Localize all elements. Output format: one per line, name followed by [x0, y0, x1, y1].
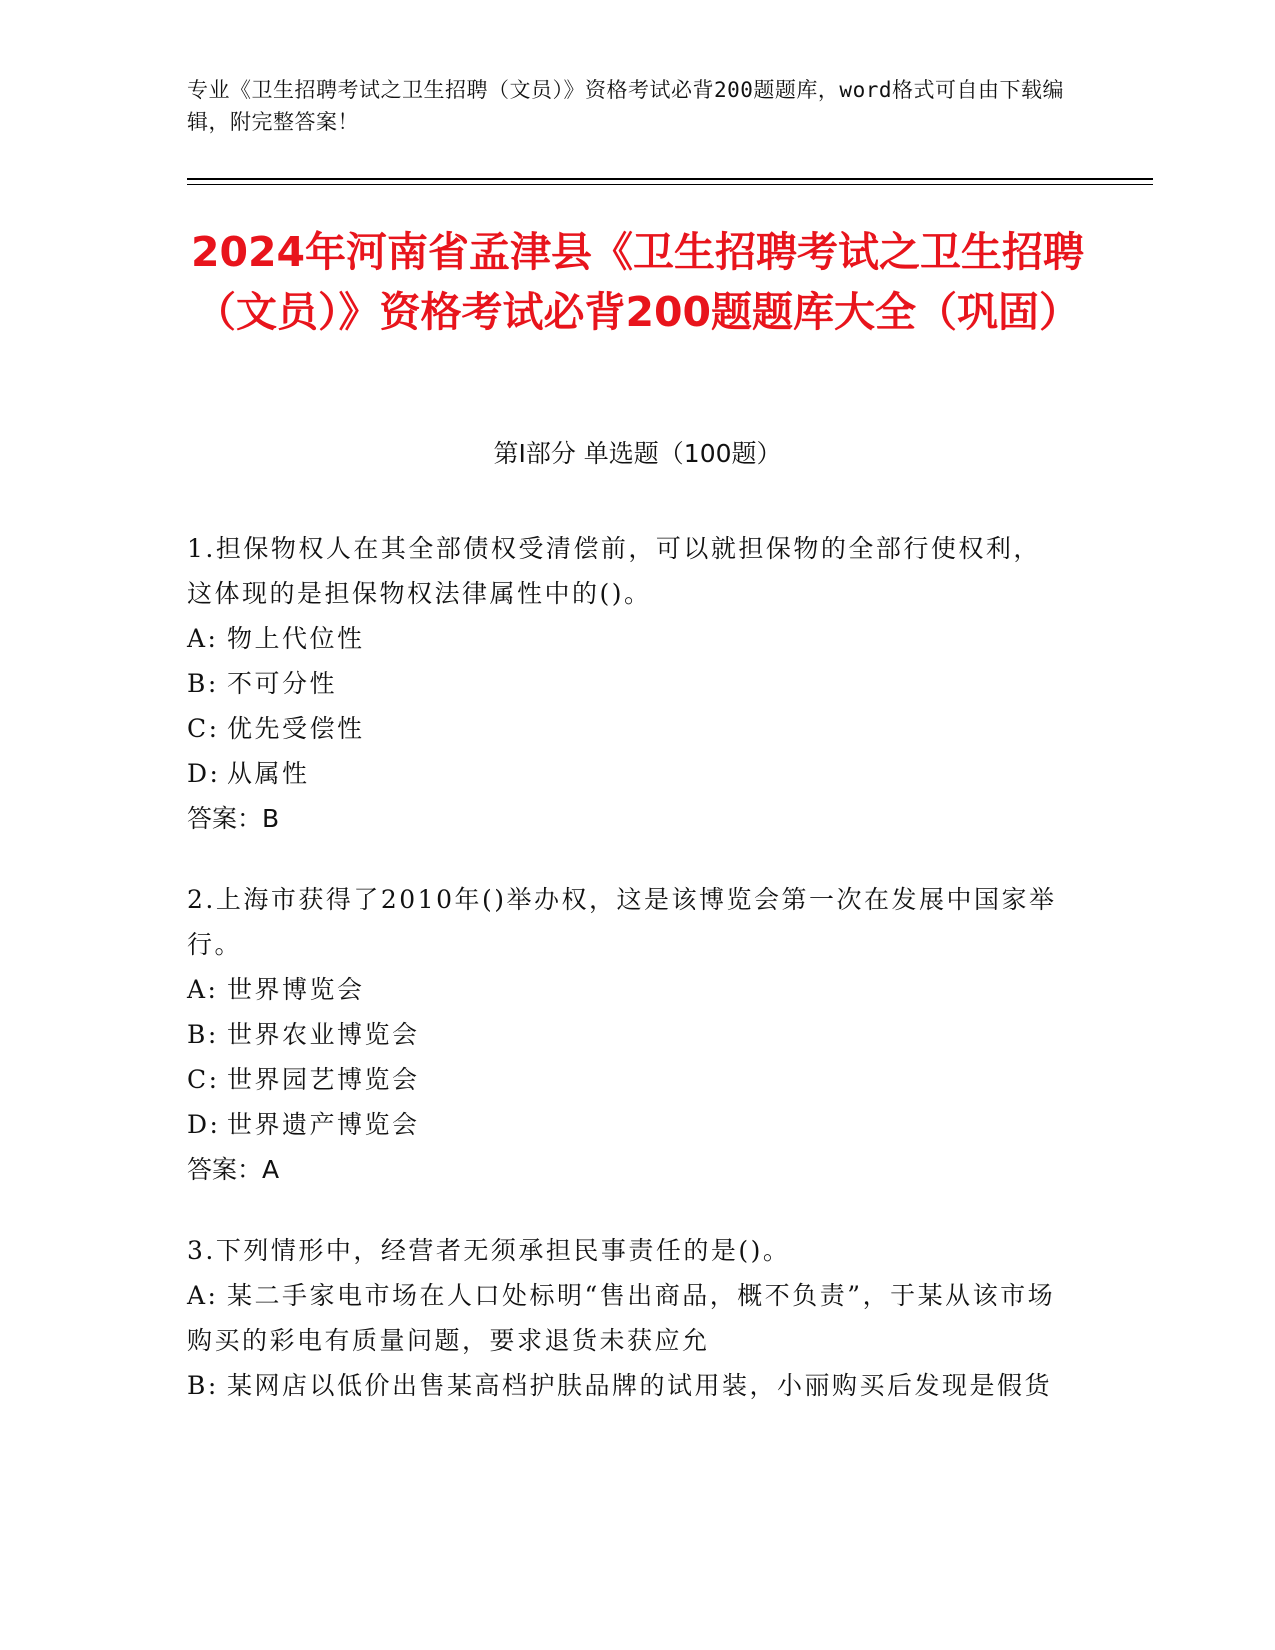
option-c: [187, 706, 1067, 751]
option-letter: C:: [187, 714, 220, 743]
document-title: 2024年河南省孟津县《卫生招聘考试之卫生招聘（文员）》资格考试必背200题题库大全（巩固）: [190, 228, 1085, 336]
option-text: 世界博览会: [227, 975, 365, 1004]
option-letter: A:: [187, 624, 219, 653]
question-stem: 1.担保物权人在其全部债权受清偿前，可以就担保物的全部行使权利，这体现的是担保物权法律属性中的()。: [187, 534, 1041, 608]
option-b: [187, 1363, 1067, 1408]
option-text: 物上代位性: [227, 624, 365, 653]
option-letter: D:: [187, 759, 221, 788]
question-stem: 3.下列情形中，经营者无须承担民事责任的是()。: [187, 1236, 791, 1265]
option-letter: B:: [187, 1020, 219, 1049]
option-letter: A:: [187, 975, 219, 1004]
option-text: 从属性: [227, 759, 310, 788]
question-1: [187, 526, 1067, 841]
option-b: [187, 1012, 1067, 1057]
option-letter: B:: [187, 669, 219, 698]
question-2: [187, 877, 1067, 1192]
option-text: 世界农业博览会: [227, 1020, 420, 1049]
option-d: [187, 751, 1067, 796]
option-letter: A:: [187, 1281, 219, 1310]
answer: 答案：A: [187, 1155, 280, 1184]
option-text: 优先受偿性: [227, 714, 365, 743]
option-b: [187, 661, 1067, 706]
option-letter: C:: [187, 1065, 220, 1094]
question-3: [187, 1228, 1067, 1408]
option-text: 不可分性: [227, 669, 338, 698]
section-title: 第Ⅰ部分 单选题（100题）: [493, 439, 782, 468]
option-text: 某二手家电市场在人口处标明“售出商品，概不负责”，于某从该市场购买的彩电有质量问题，要求退货未获应允: [187, 1281, 1056, 1355]
answer: 答案：B: [187, 804, 280, 833]
option-text: 某网店以低价出售某高档护肤品牌的试用装，小丽购买后发现是假货: [227, 1371, 1053, 1400]
option-a: [187, 967, 1067, 1012]
header-rule-thin: [187, 184, 1153, 185]
header-rule-thick: [187, 178, 1153, 180]
question-stem: 2.上海市获得了2010年()举办权，这是该博览会第一次在发展中国家举行。: [187, 885, 1057, 959]
option-a: [187, 616, 1067, 661]
header-note: 专业《卫生招聘考试之卫生招聘（文员）》资格考试必背200题题库，word格式可自由下载编辑，附完整答案！: [187, 78, 1064, 134]
option-letter: D:: [187, 1110, 221, 1139]
option-a: [187, 1273, 1067, 1363]
option-text: 世界园艺博览会: [227, 1065, 420, 1094]
option-c: [187, 1057, 1067, 1102]
option-letter: B:: [187, 1371, 219, 1400]
option-text: 世界遗产博览会: [227, 1110, 420, 1139]
question-list: [187, 526, 1067, 1444]
option-d: [187, 1102, 1067, 1147]
